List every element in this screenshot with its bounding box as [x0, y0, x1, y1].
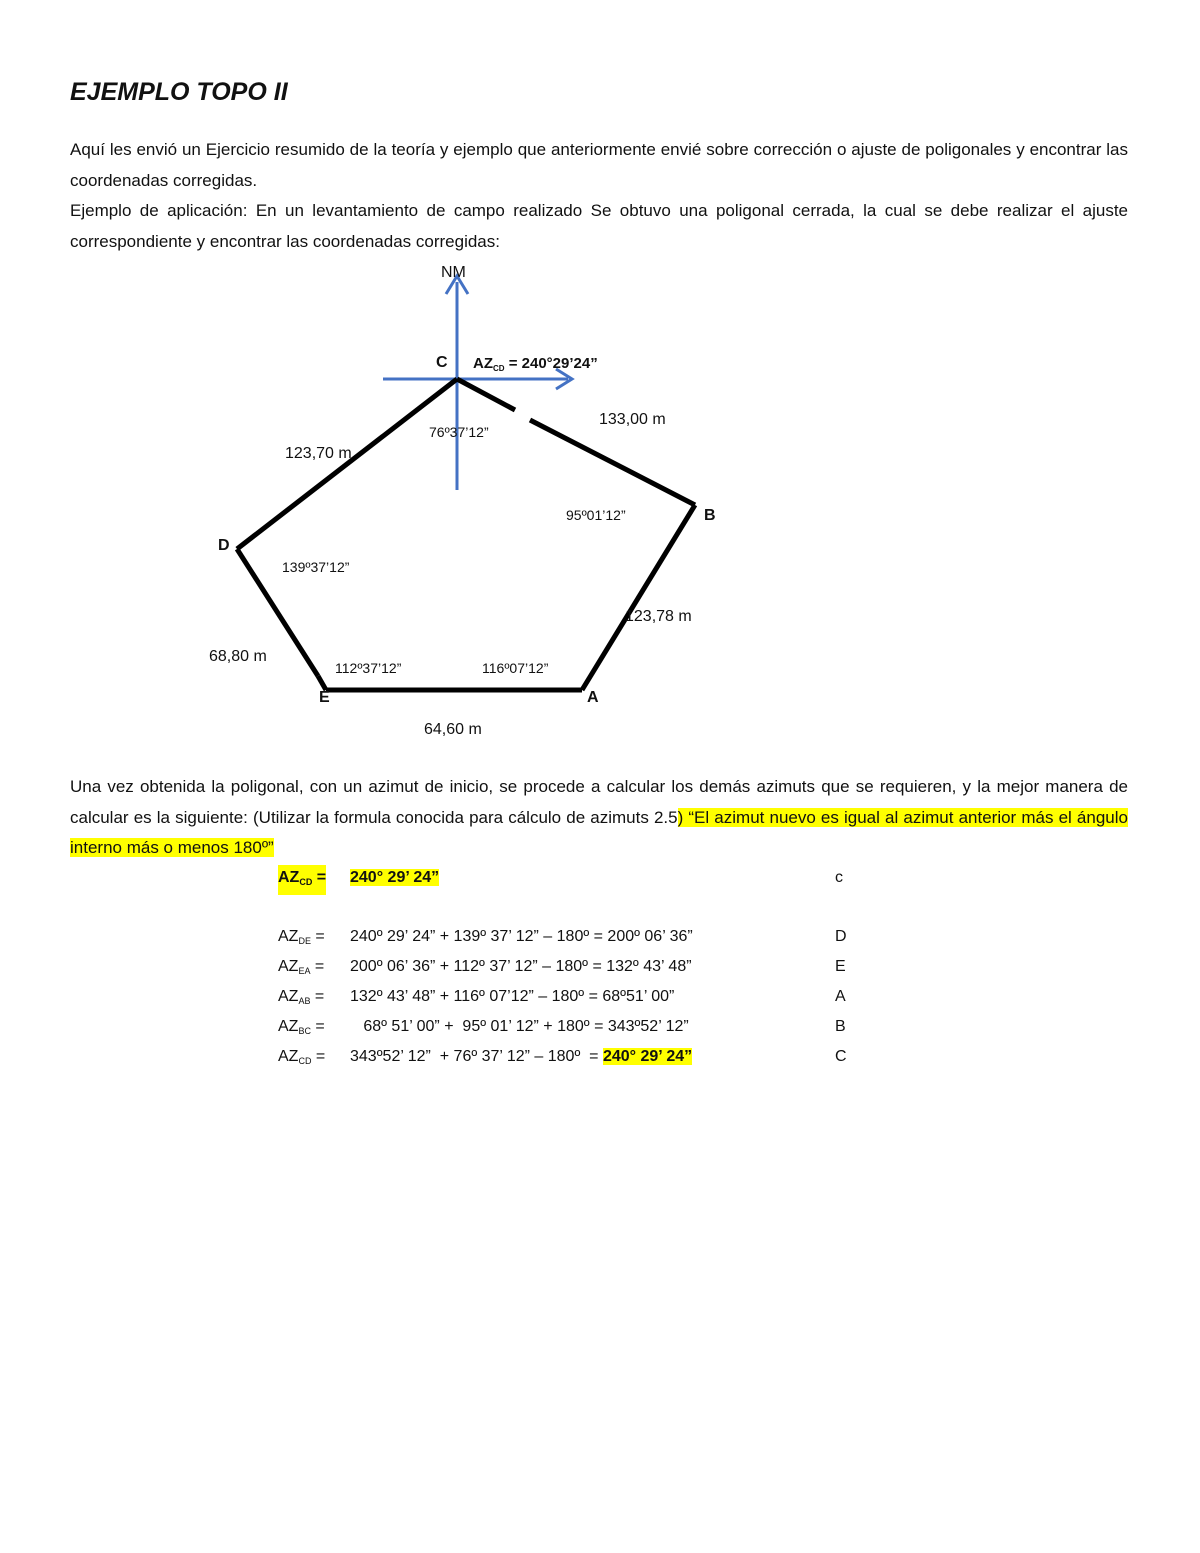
side-ed [318, 676, 326, 690]
method-paragraph: Una vez obtenida la poligonal, con un azimut de inicio, se procede a calcular los demás azimuts que se requieren, y la mejor manera de calcular es la siguiente: (Utilizar la formula conocida para cálculo de azimuts 2.5) “El azimut nuevo es igual al azimut anterior más el ángulo interno más o menos 180º” [70, 777, 1128, 857]
azimuth-row-label: $AZ_{DE}$ = [278, 928, 325, 946]
azimuth-row-expression [350, 865, 439, 891]
azimuth-row-label: $AZ_{BC}$ = [278, 1018, 325, 1036]
side-cb-lower [530, 420, 695, 505]
azimuth-row-label: $AZ_{CD}$ = [278, 865, 326, 895]
side-cd-length: 123,70 m [285, 445, 352, 462]
azimuth-row-expression: 240º 29’ 24” + 139º 37’ 12” – 180º = 200º 06’ 36” [350, 928, 693, 945]
azimuth-row-point: E [835, 958, 846, 975]
azimuth-row-point: C [835, 1048, 847, 1065]
angle-e: 112º37’12” [335, 660, 402, 676]
azimuth-row-label: $AZ_{EA}$ = [278, 958, 325, 976]
polygon-figure [0, 255, 1200, 745]
angle-c: 76º37’12” [429, 424, 489, 440]
formula-ref-close: ) [677, 807, 684, 827]
angle-d: 139º37’12” [282, 559, 350, 575]
side-ba-length: 123,78 m [625, 608, 692, 625]
side-cb-length: 133,00 m [599, 411, 666, 428]
azimuth-label: $AZ_{CD}$ = 240°29’24” [473, 355, 598, 373]
application-paragraph: Ejemplo de aplicación: En un levantamiento de campo realizado Se obtuvo una poligonal cerrada, la cual se debe realizar el ajuste correspondiente y encontrar las coordenadas corregidas: [70, 201, 1128, 251]
azimuth-row-result: 240° 29’ 24” [602, 1048, 693, 1065]
formula-rule: “El azimut nuevo es igual al azimut anterior más el ángulo interno más o menos 180º” [70, 807, 1128, 857]
azimuth-row-expression: 68º 51’ 00” + 95º 01’ 12” + 180º = 343º52’ 12” [350, 1018, 689, 1035]
side-ba [582, 505, 695, 690]
azimuth-row-point: B [835, 1018, 846, 1035]
side-dc [237, 379, 457, 549]
azimuth-row-expression: 200º 06’ 36” + 112º 37’ 12” – 180º = 132º 43’ 48” [350, 958, 692, 975]
vertex-b-label: B [704, 507, 716, 524]
azimuth-row-expression: 343º52’ 12” + 76º 37’ 12” – 180º = 240° 29’ 24” [350, 1048, 693, 1065]
north-label: NM [441, 264, 466, 281]
side-cb [457, 379, 515, 410]
angle-b: 95º01’12” [566, 507, 626, 523]
side-de-length: 68,80 m [209, 648, 267, 665]
angle-a: 116º07’12” [482, 660, 549, 676]
azimuth-row-point: c [835, 869, 843, 886]
azimuth-row-label: $AZ_{AB}$ = [278, 988, 325, 1006]
vertex-a-label: A [587, 689, 599, 706]
azimuth-row-expression: 132º 43’ 48” + 116º 07’12” – 180º = 68º51’ 00” [350, 988, 675, 1005]
side-ea-length: 64,60 m [424, 721, 482, 738]
azimuth-row-point: D [835, 928, 847, 945]
vertex-c-label: C [436, 354, 448, 371]
vertex-d-label: D [218, 537, 230, 554]
vertex-e-label: E [319, 689, 330, 706]
azimuth-row-point: A [835, 988, 846, 1005]
azimuth-row-label: $AZ_{CD}$ = [278, 1048, 326, 1066]
intro-paragraph: Aquí les envió un Ejercicio resumido de la teoría y ejemplo que anteriormente envié sobre corrección o ajuste de poligonales y encontrar las coordenadas corregidas. [70, 140, 1128, 190]
azimuth-row-result: 240° 29’ 24” [350, 869, 440, 886]
document-title: EJEMPLO TOPO II [70, 78, 288, 106]
